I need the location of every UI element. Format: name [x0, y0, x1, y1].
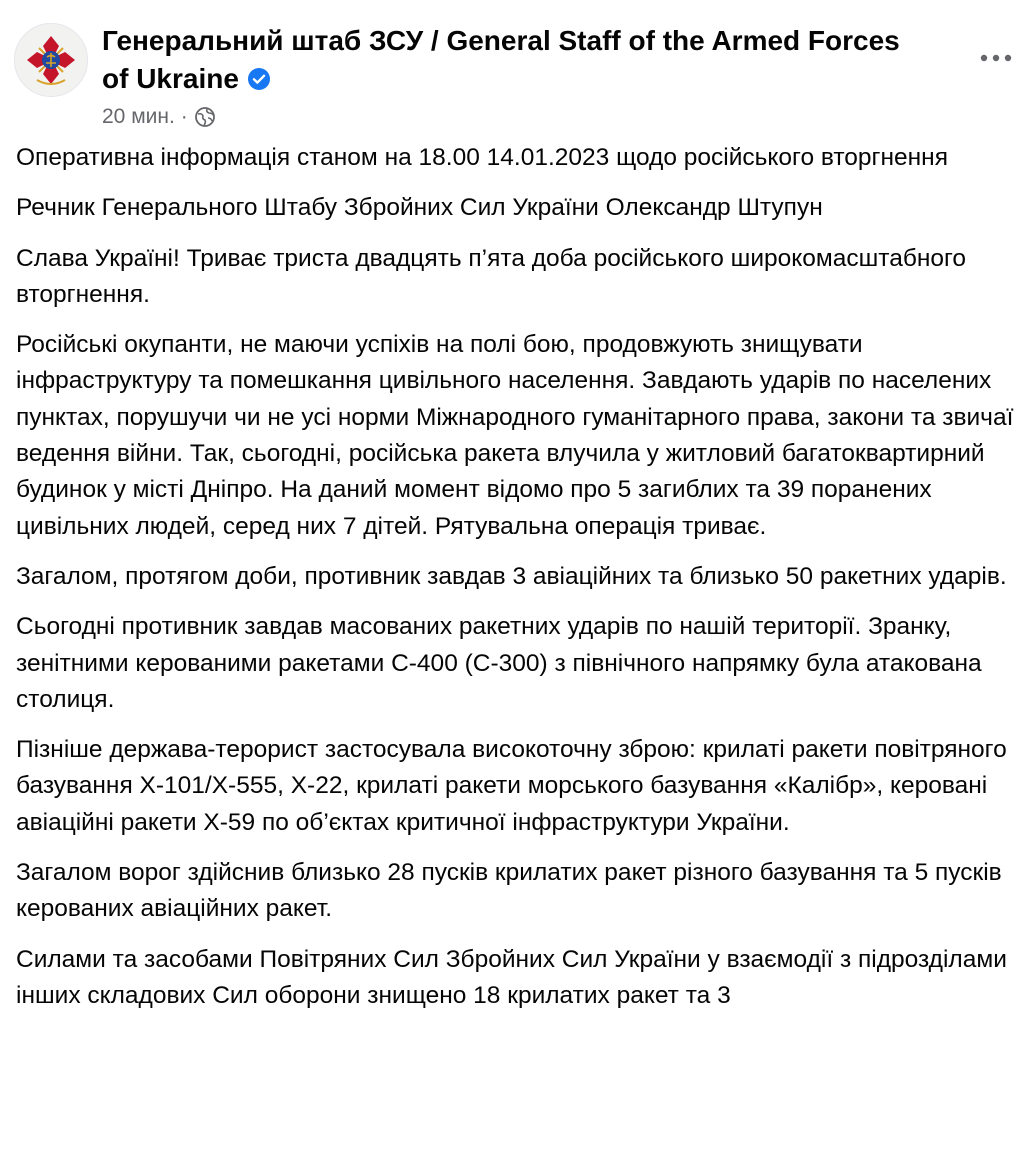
- post-paragraph: Оперативна інформація станом на 18.00 14.01.2023 щодо російського вторгнення: [16, 144, 948, 171]
- post-body: [16, 140, 1016, 1028]
- post-paragraph: Речник Генерального Штабу Збройних Сил України Олександр Штупун: [16, 194, 823, 222]
- page-avatar[interactable]: [14, 23, 88, 97]
- post-paragraph: Загалом, протягом доби, противник завдав 3 авіаційних та близько 50 ракетних ударів.: [16, 562, 1007, 590]
- author-block: [102, 22, 922, 130]
- meta-separator: ·: [180, 105, 188, 128]
- post-timestamp[interactable]: 20 мин.: [102, 105, 175, 128]
- globe-icon[interactable]: [194, 106, 216, 128]
- post-paragraph: Слава Україні! Триває триста двадцять п’ята доба російського широкомасштабного вторгнення.: [16, 244, 967, 308]
- post-paragraph: Сьогодні противник завдав масованих ракетних ударів по нашій території. Зранку, зенітними керованими ракетами С-400 (С-300) з північного напрямку була атакована столиця.: [16, 613, 982, 713]
- post-paragraph: Пізніше держава-терорист застосувала високоточну зброю: крилаті ракети повітряного базування Х-101/Х-555, Х-22, крилаті ракети морського базування «Калібр», керовані авіаційні ракети Х-59 по об’єктах критичної інфраструктури України.: [16, 736, 1007, 836]
- more-options-icon: [980, 54, 1012, 62]
- page-name-text[interactable]: Генеральний штаб ЗСУ / General Staff of the Armed Forces of Ukraine: [102, 25, 900, 94]
- post-paragraph: Загалом ворог здійснив близько 28 пусків крилатих ракет різного базування та 5 пусків керованих авіаційних ракет.: [16, 859, 1002, 923]
- post-paragraph: Силами та засобами Повітряних Сил Збройних Сил України у взаємодії з підрозділами інших складових Сил оборони знищено 18 крилатих ракет та 3: [16, 945, 1007, 1009]
- more-options-button[interactable]: [974, 36, 1018, 80]
- post-meta: [102, 104, 922, 130]
- general-staff-emblem-icon: [15, 24, 87, 96]
- page-name-link[interactable]: [102, 22, 922, 98]
- post-paragraph: Російські окупанти, не маючи успіхів на полі бою, продовжують знищувати інфраструктуру та помешкання цивільного населення. Завдають ударів по населених пунктах, порушучи чи не усі норми Міжнародного гуманітарного права, закони та звичаї ведення війни. Так, сьогодні, російська ракета влучила у житловий багатоквартирний будинок у місті Дніпро. На даний момент відомо про 5 загиблих та 39 поранених цивільних людей, серед них 7 дітей. Рятувальна операція триває.: [16, 331, 1014, 540]
- verified-badge-icon: [247, 63, 271, 87]
- post-header: [14, 20, 1018, 130]
